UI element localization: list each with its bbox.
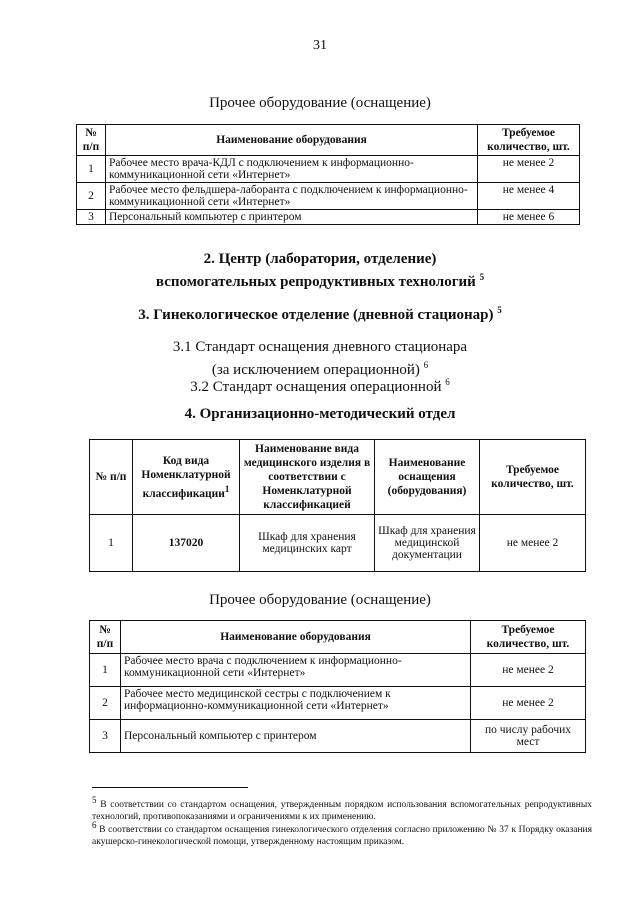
header-name: Наименование оборудования <box>121 621 471 654</box>
header-qty: Требуемое количество, шт. <box>480 440 586 515</box>
table-row <box>90 515 586 572</box>
row-name: Персональный компьютер с принтером <box>121 720 471 753</box>
header-qty: Требуемое количество, шт. <box>478 125 580 156</box>
table-row <box>77 183 580 210</box>
row-num: 2 <box>77 183 106 210</box>
header-num: № п/п <box>90 621 121 654</box>
row-qty: не менее 2 <box>471 687 586 720</box>
row-qty: не менее 2 <box>480 515 586 572</box>
row-num: 2 <box>90 687 121 720</box>
header-num: № п/п <box>77 125 106 156</box>
table-row <box>77 156 580 183</box>
header-qty: Требуемое количество, шт. <box>471 621 586 654</box>
table-row <box>90 654 586 687</box>
section4b-caption: Прочее оборудование (оснащение) <box>209 592 431 608</box>
header-name: Наименование оборудования <box>106 125 478 156</box>
row-qty: не менее 2 <box>471 654 586 687</box>
row-name: Рабочее место врача-КДЛ с подключением к информационно-коммуникационной сети «Интернет» <box>106 156 478 183</box>
row-num: 1 <box>90 654 121 687</box>
footnote-ref: 6 <box>423 360 429 370</box>
footnote-divider <box>92 787 248 788</box>
row-name: Персональный компьютер с принтером <box>106 210 478 225</box>
page-number: 31 <box>313 38 327 53</box>
table-header-row <box>90 440 586 515</box>
heading-3: 3. Гинекологическое отделение (дневной стационар) $^5$ <box>138 305 502 323</box>
header-code: Код вида Номенклатурной классификации$^1$ <box>133 440 240 515</box>
table-row <box>90 720 586 753</box>
row-qty: не менее 2 <box>478 156 580 183</box>
row-num: 3 <box>90 720 121 753</box>
row-num: 1 <box>77 156 106 183</box>
nomenclature-table <box>89 439 586 572</box>
header-kind: Наименование вида медицинского изделия в соответствии с Номенклатурной классификацией <box>240 440 375 515</box>
row-qty: по числу рабочих мест <box>471 720 586 753</box>
subsection-3-1-line1: 3.1 Стандарт оснащения дневного стационара <box>172 339 468 355</box>
subsection-3-2: 3.2 Стандарт оснащения операционной $^6$ <box>190 377 450 395</box>
subsection-3-1-line2: (за исключением операционной) $^6$ <box>211 360 429 378</box>
row-code: 137020 <box>133 515 240 572</box>
footnote-6: $^6$ В соответствии со стандартом оснащения гинекологического отделения согласно приложению № 37 к Порядку оказания акушерско-гинекологической помощи, утвержденному настоящим приказом. <box>92 820 593 848</box>
row-name: Рабочее место фельдшера-лаборанта с подключением к информационно-коммуникационной сети «Интернет» <box>106 183 478 210</box>
heading-2 <box>0 250 640 291</box>
table-header-row <box>77 125 580 156</box>
footnote-ref: 5 <box>497 305 502 315</box>
table-row <box>77 210 580 225</box>
header-equip: Наименование оснащения (оборудования) <box>375 440 480 515</box>
footnote-5: $^5$ В соответствии со стандартом оснащения, утвержденным порядком использования вспомогательных репродуктивных технологий, противопоказаниями и ограничениями к их применению. <box>92 795 592 823</box>
table-header-row <box>90 621 586 654</box>
footnote-ref: 5 <box>479 272 485 282</box>
heading-2-line2: вспомогательных репродуктивных технологий $^5$ <box>155 272 485 290</box>
footnote-ref: 6 <box>445 377 450 387</box>
row-num: 1 <box>90 515 133 572</box>
table-row <box>90 687 586 720</box>
section1-caption: Прочее оборудование (оснащение) <box>209 95 431 111</box>
row-kind: Шкаф для хранения медицинских карт <box>240 515 375 572</box>
footnote-ref: 1 <box>224 483 230 494</box>
row-name: Рабочее место медицинской сестры с подключением к информационно-коммуникационной сети «Интернет» <box>121 687 471 720</box>
header-num: № п/п <box>90 440 133 515</box>
row-qty: не менее 4 <box>478 183 580 210</box>
heading-4: 4. Организационно-методический отдел <box>184 406 456 422</box>
row-name: Рабочее место врача с подключением к информационно-коммуникационной сети «Интернет» <box>121 654 471 687</box>
equipment-table-1 <box>76 124 580 225</box>
heading-2-line1: 2. Центр (лаборатория, отделение) <box>203 251 437 267</box>
row-equip: Шкаф для хранения медицинской документации <box>375 515 480 572</box>
equipment-table-2 <box>89 620 586 753</box>
row-qty: не менее 6 <box>478 210 580 225</box>
row-num: 3 <box>77 210 106 225</box>
